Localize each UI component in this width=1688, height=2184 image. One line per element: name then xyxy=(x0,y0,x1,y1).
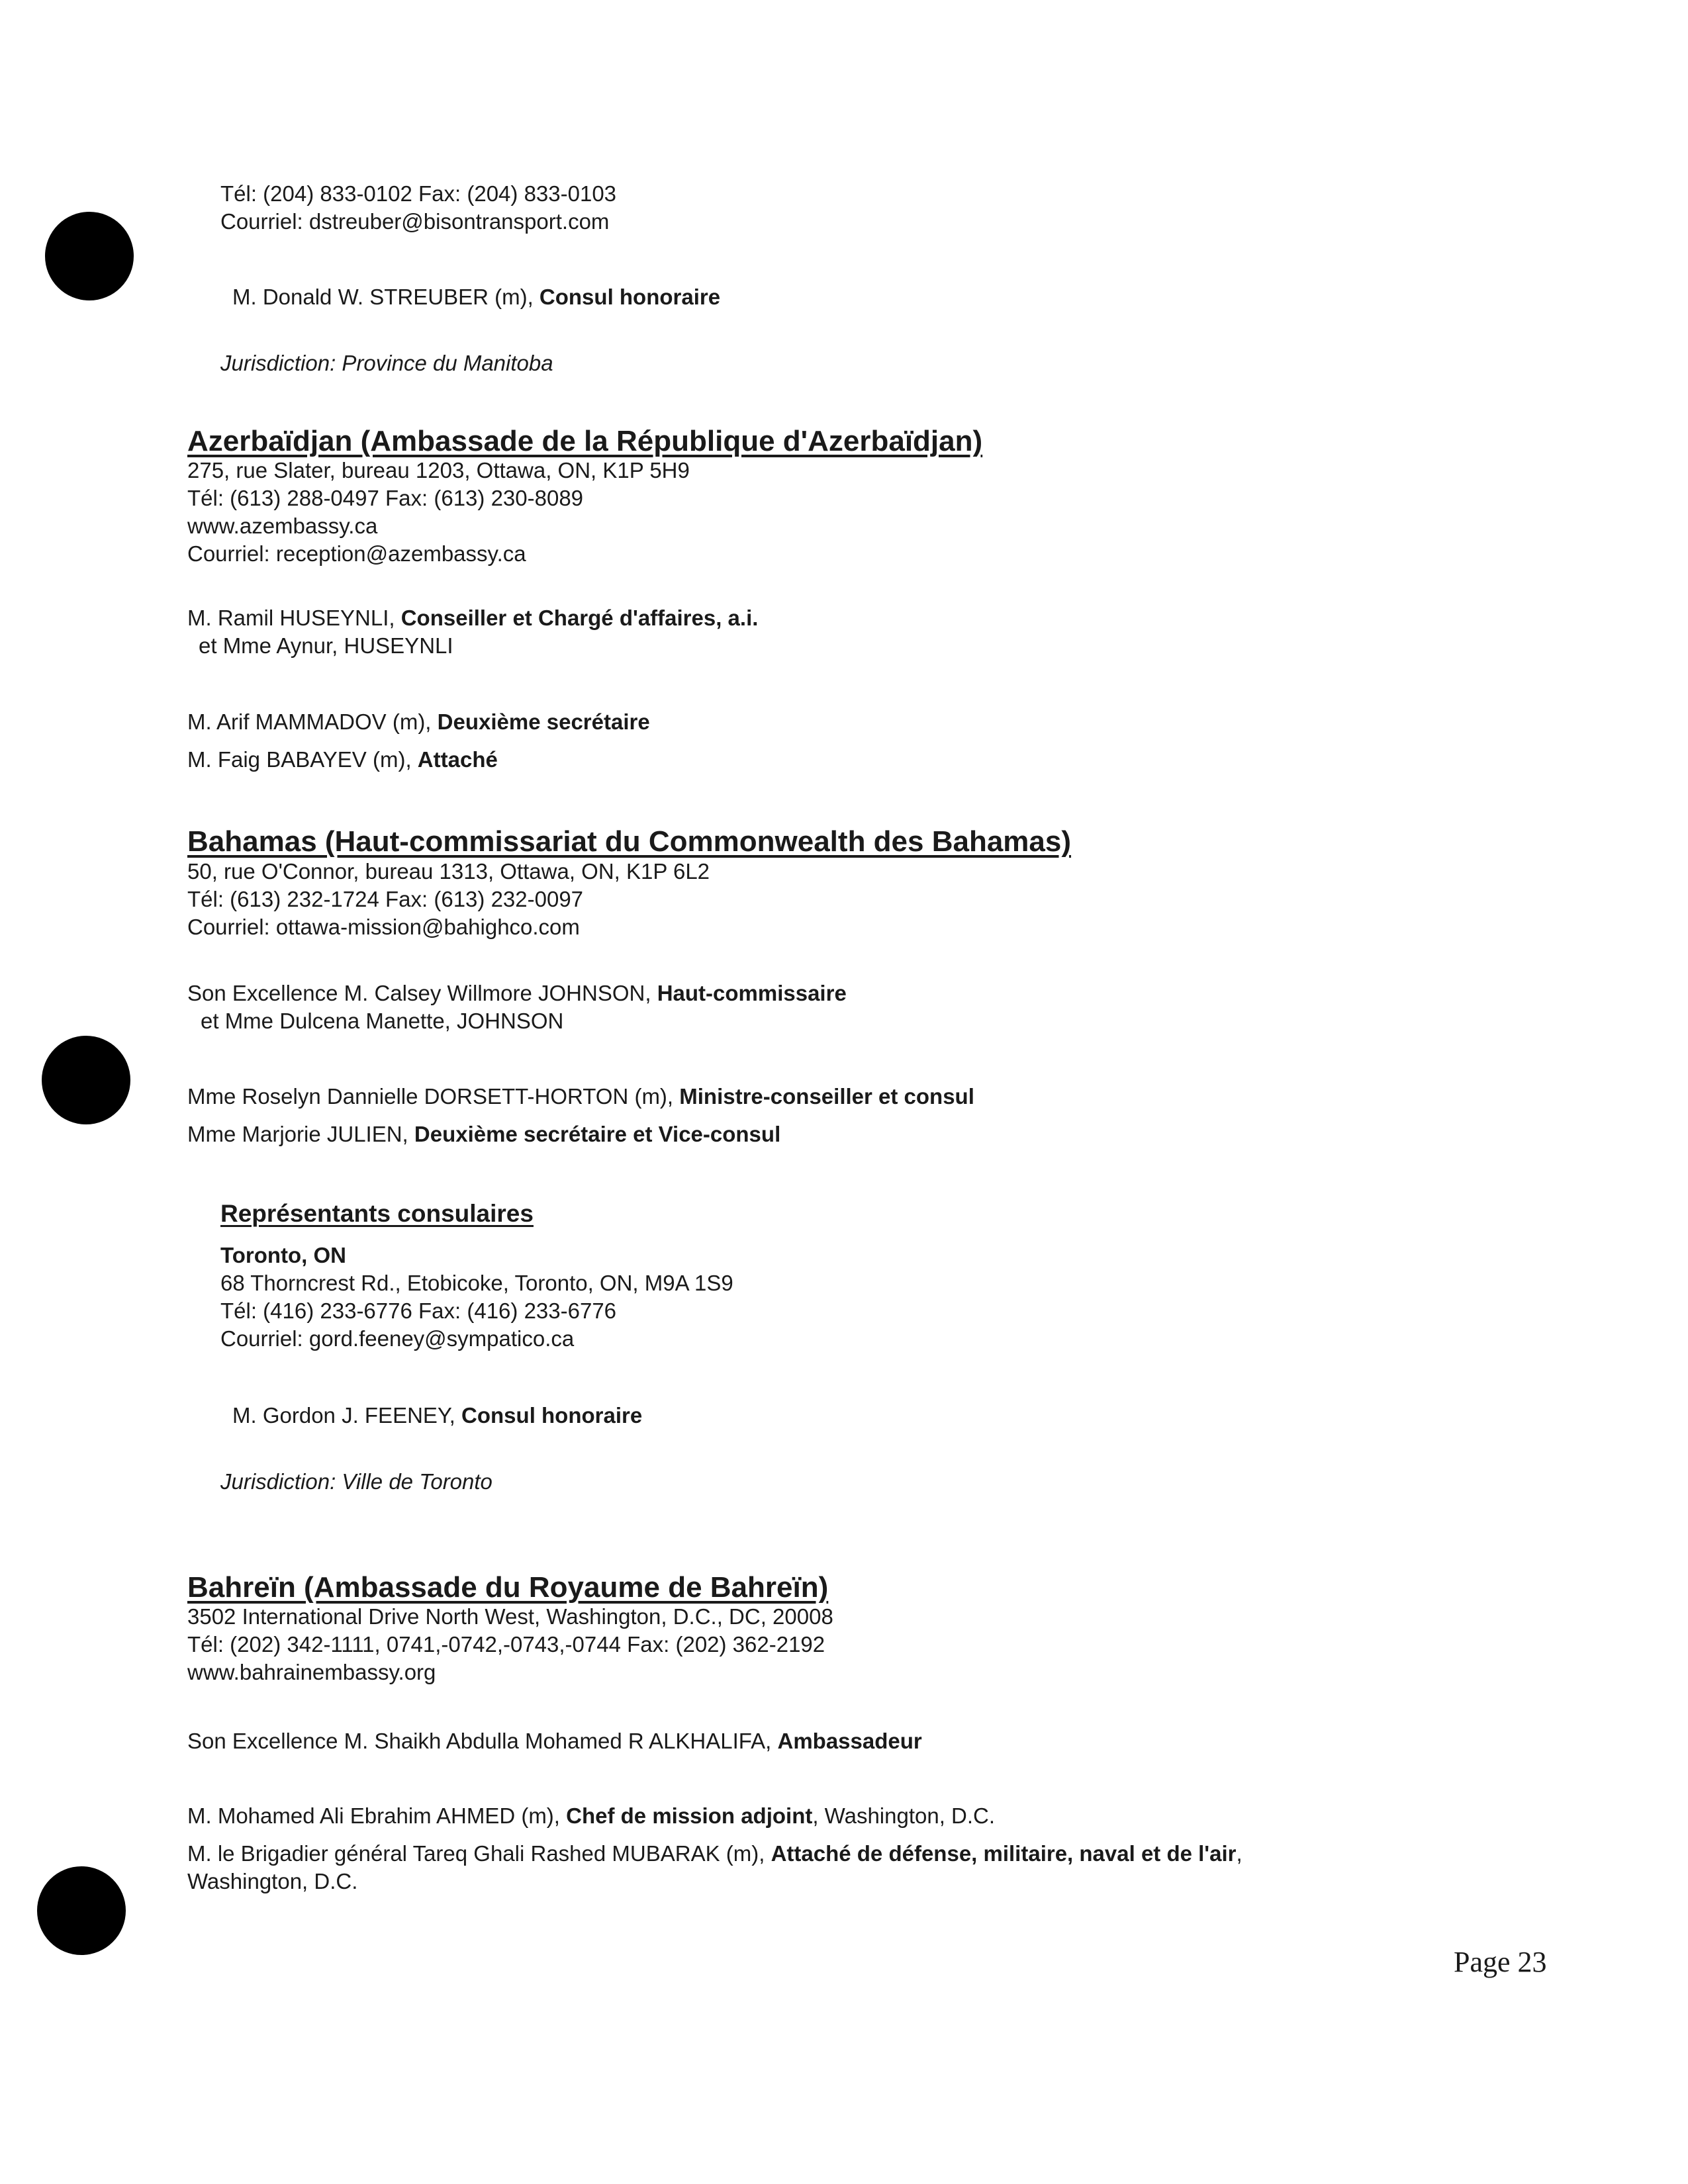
azerbaijan-person-3 xyxy=(187,746,498,774)
person-title: Conseiller et Chargé d'affaires, a.i. xyxy=(400,606,759,630)
consul-entry xyxy=(232,283,720,311)
punch-hole-middle xyxy=(42,1036,130,1124)
bahamas-person-3 xyxy=(187,1120,780,1148)
person-title: Consul honoraire xyxy=(461,1403,643,1428)
person-location: , Washington, D.C. xyxy=(812,1803,996,1828)
person-title: Deuxième secrétaire et Vice-consul xyxy=(414,1122,781,1146)
person-title: Attaché de défense, militaire, naval et de l'air xyxy=(771,1841,1237,1866)
punch-hole-top xyxy=(45,212,134,300)
bahrain-person-3-location: Washington, D.C. xyxy=(187,1869,358,1893)
consular-jurisdiction: Jurisdiction: Ville de Toronto xyxy=(220,1469,492,1494)
person-name: Son Excellence M. Shaikh Abdulla Mohamed R ALKHALIFA, xyxy=(187,1729,778,1753)
contact-email: Courriel: dstreuber@bisontransport.com xyxy=(220,209,610,234)
section-heading-bahamas: Bahamas (Haut-commissariat du Commonwealth des Bahamas) xyxy=(187,825,1072,858)
bahamas-address: 50, rue O'Connor, bureau 1313, Ottawa, ON, K1P 6L2 xyxy=(187,859,710,884)
bahamas-person-1 xyxy=(187,979,847,1007)
consular-email: Courriel: gord.feeney@sympatico.ca xyxy=(220,1326,575,1351)
consular-person xyxy=(232,1402,642,1430)
bahamas-tel: Tél: (613) 232-1724 Fax: (613) 232-0097 xyxy=(187,887,584,911)
azerbaijan-email: Courriel: reception@azembassy.ca xyxy=(187,541,526,566)
bahamas-email: Courriel: ottawa-mission@bahighco.com xyxy=(187,915,580,939)
bahamas-person-2 xyxy=(187,1083,974,1111)
person-title: Chef de mission adjoint xyxy=(566,1803,813,1828)
person-title: Ambassadeur xyxy=(777,1729,922,1753)
person-name: M. Arif MAMMADOV (m), xyxy=(187,709,438,734)
consular-city: Toronto, ON xyxy=(220,1243,347,1267)
person-title: Haut-commissaire xyxy=(657,981,847,1005)
section-heading-azerbaijan: Azerbaïdjan (Ambassade de la République d'Azerbaïdjan) xyxy=(187,425,983,457)
person-name: M. Ramil HUSEYNLI, xyxy=(187,606,401,630)
azerbaijan-person-1-spouse: et Mme Aynur, HUSEYNLI xyxy=(199,633,453,658)
bahrain-person-3 xyxy=(187,1840,1243,1868)
azerbaijan-tel: Tél: (613) 288-0497 Fax: (613) 230-8089 xyxy=(187,486,584,510)
azerbaijan-website: www.azembassy.ca xyxy=(187,514,378,538)
person-name: Mme Roselyn Dannielle DORSETT-HORTON (m), xyxy=(187,1084,680,1109)
person-name: Mme Marjorie JULIEN, xyxy=(187,1122,414,1146)
person-name: M. Faig BABAYEV (m), xyxy=(187,747,418,772)
azerbaijan-person-2 xyxy=(187,708,650,736)
person-name: M. Donald W. STREUBER (m), xyxy=(232,285,539,309)
azerbaijan-address: 275, rue Slater, bureau 1203, Ottawa, ON, K1P 5H9 xyxy=(187,458,690,482)
person-name: Son Excellence M. Calsey Willmore JOHNSON, xyxy=(187,981,657,1005)
bahamas-person-1-spouse: et Mme Dulcena Manette, JOHNSON xyxy=(201,1009,564,1033)
person-title: Consul honoraire xyxy=(539,285,721,309)
person-name: M. le Brigadier général Tareq Ghali Rashed MUBARAK (m), xyxy=(187,1841,771,1866)
contact-tel: Tél: (204) 833-0102 Fax: (204) 833-0103 xyxy=(220,181,617,206)
person-title: Ministre-conseiller et consul xyxy=(679,1084,974,1109)
person-title: Attaché xyxy=(417,747,498,772)
person-name: M. Mohamed Ali Ebrahim AHMED (m), xyxy=(187,1803,567,1828)
person-title: Deuxième secrétaire xyxy=(437,709,650,734)
azerbaijan-person-1 xyxy=(187,604,758,632)
consular-address: 68 Thorncrest Rd., Etobicoke, Toronto, ON, M9A 1S9 xyxy=(220,1271,733,1295)
consular-subheading: Représentants consulaires xyxy=(220,1200,534,1227)
section-heading-bahrain: Bahreïn (Ambassade du Royaume de Bahreïn) xyxy=(187,1571,829,1604)
person-punctuation: , xyxy=(1236,1841,1243,1866)
bahrain-tel: Tél: (202) 342-1111, 0741,-0742,-0743,-0744 Fax: (202) 362-2192 xyxy=(187,1632,825,1657)
bahrain-address: 3502 International Drive North West, Washington, D.C., DC, 20008 xyxy=(187,1604,833,1629)
bahrain-person-2 xyxy=(187,1802,995,1830)
bahrain-person-1 xyxy=(187,1727,922,1755)
punch-hole-bottom xyxy=(37,1866,126,1955)
jurisdiction-note: Jurisdiction: Province du Manitoba xyxy=(220,351,553,375)
consular-tel: Tél: (416) 233-6776 Fax: (416) 233-6776 xyxy=(220,1298,617,1323)
bahrain-website: www.bahrainembassy.org xyxy=(187,1660,436,1684)
person-name: M. Gordon J. FEENEY, xyxy=(232,1403,462,1428)
page-number: Page 23 xyxy=(1454,1946,1547,1978)
